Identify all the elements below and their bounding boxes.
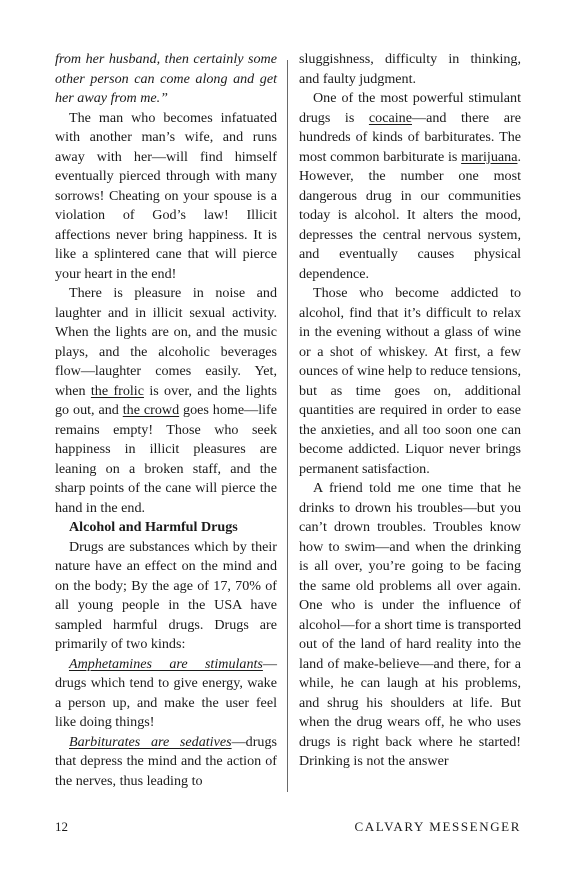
right-column bbox=[299, 50, 521, 772]
paragraph-addiction: Those who become addicted to alcohol, find that it’s difficult to relax in the evening without a glass of wine or a shot of whiskey. At first, a few ounces of wine help to reduce tensions, but as time goes on, additional quantities are required in order to ease the anxieties, and all too soon one can become addicted. Liquor never brings permanent satisfaction. bbox=[299, 285, 521, 477]
paragraph-barbiturates bbox=[55, 733, 277, 792]
page-footer bbox=[55, 818, 521, 836]
paragraph-infatuated-man: The man who becomes infatuated with another man’s wife, and runs away with her—will find himself eventually pierced through with many sorrows! Cheating on your spouse is a violation of God’s law! Illicit affections never bring happiness. It is like a splintered cane that will pierce your heart in the end! bbox=[55, 109, 277, 282]
text-run: . However, the number one most dangerous drug in our communities today is alcohol. It alters the mood, depresses the central nervous system, and eventually causes physical dependence. bbox=[299, 148, 521, 282]
paragraph-illicit-pleasure bbox=[55, 284, 277, 518]
underlined-word-cocaine: cocaine bbox=[368, 109, 412, 126]
running-title: CALVARY MESSENGER bbox=[354, 819, 521, 834]
text-run: is over, and the lights go out, and bbox=[55, 382, 277, 418]
text-run: —drugs which tend to give energy, wake a person up, and make the user feel like doing things! bbox=[55, 655, 277, 730]
left-column bbox=[55, 50, 277, 791]
underlined-phrase-crowd: the crowd bbox=[122, 402, 180, 418]
paragraph-cocaine bbox=[299, 89, 521, 284]
text-run: —and there are hundreds of kinds of barbiturates. The most common barbiturate is bbox=[299, 109, 521, 165]
paragraph-friend-story: A friend told me one time that he drinks to drown his troubles—but you can’t drown troubles. Troubles know how to swim—and when the drinking is all over, you’re going to be facing the same old problems all over again. One who is under the influence of alcohol—for a short time is transported out of the land of hard reality into the land of make-believe—and there, for a while, he can laugh at his problems, and shrug his shoulders at life. But when the drug wears off, he who uses drugs is right back where he started! Drinking is not the answer bbox=[299, 480, 521, 769]
section-heading: Alcohol and Harmful Drugs bbox=[69, 519, 238, 535]
term-barbiturates: Barbiturates are sedatives bbox=[69, 733, 232, 750]
underlined-word-marijuana: marijuana bbox=[461, 148, 518, 165]
text-run: One of the most powerful stimulant drugs is bbox=[299, 90, 521, 126]
page-number: 12 bbox=[55, 819, 68, 834]
paragraph-drugs-definition: Drugs are substances which by their nature have an effect on the mind and on the body; By the age of 17, 70% of all young people in the USA have sampled harmful drugs. Drugs are primarily of two kinds: bbox=[55, 538, 277, 652]
paragraph-quote-end: from her husband, then certainly some other person can come along and get her away from me.” bbox=[55, 51, 277, 106]
paragraph-amphetamines bbox=[55, 655, 277, 733]
term-amphetamines: Amphetamines are stimulants bbox=[69, 655, 263, 672]
paragraph-continuation: sluggishness, difficulty in thinking, and faulty judgment. bbox=[299, 51, 521, 87]
text-run: —drugs that depress the mind and the action of the nerves, thus leading to bbox=[55, 733, 277, 789]
text-run: goes home—life remains empty! Those who seek happiness in illicit pleasures are leaning on a broken staff, and the sharp points of the cane will pierce the hand in the end. bbox=[55, 402, 277, 516]
underlined-phrase-frolic: the frolic bbox=[90, 382, 144, 399]
column-divider bbox=[287, 60, 288, 792]
text-run: There is pleasure in noise and laughter and in illicit sexual activity. When the lights are on, and the music plays, and the alcoholic beverages flow—laughter comes easily. Yet, when bbox=[55, 285, 277, 399]
